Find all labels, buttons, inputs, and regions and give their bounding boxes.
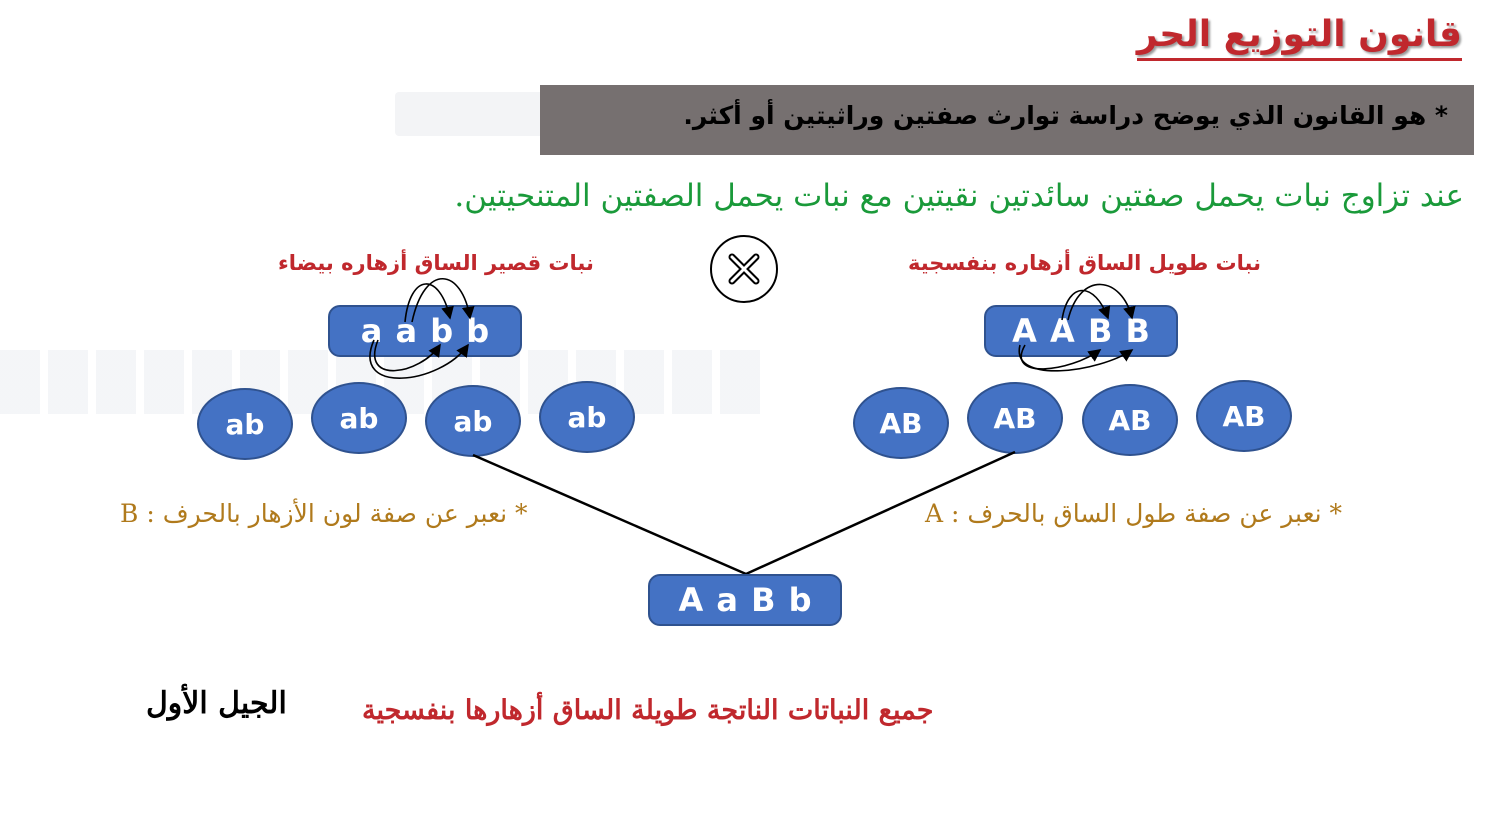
left-gamete: ab <box>197 388 293 460</box>
intro-text: عند تزاوج نبات يحمل صفتين سائدتين نقيتين مع نبات يحمل الصفتين المتنحيتين. <box>454 178 1464 214</box>
right-parent-genotype: A A B B <box>984 305 1178 357</box>
pairing-arrow <box>370 340 468 378</box>
offspring-genotype: A a B b <box>648 574 842 626</box>
left-gamete: ab <box>539 381 635 453</box>
note-color-trait: * نعبر عن صفة لون الأزهار بالحرف : B <box>120 499 528 528</box>
right-gamete: AB <box>1196 380 1292 452</box>
right-gamete: AB <box>853 387 949 459</box>
result-text: جميع النباتات الناتجة طويلة الساق أزهارها بنفسجية <box>362 695 934 726</box>
page-title: قانون التوزيع الحر <box>1137 12 1462 61</box>
right-gamete: AB <box>1082 384 1178 456</box>
note-length-trait: * نعبر عن صفة طول الساق بالحرف : A <box>925 499 1343 528</box>
pairing-arrow <box>405 284 450 322</box>
pairing-arrow <box>1021 345 1100 369</box>
left-gamete: ab <box>311 382 407 454</box>
right-parent-label: نبات طويل الساق أزهاره بنفسجية <box>908 251 1261 275</box>
pairing-arrow <box>375 340 440 371</box>
pairing-arrow <box>1019 345 1132 371</box>
left-gamete: ab <box>425 385 521 457</box>
generation-label: الجيل الأول <box>146 686 287 721</box>
left-parent-genotype: a a b b <box>328 305 522 357</box>
left-parent-label: نبات قصير الساق أزهاره بيضاء <box>278 251 594 275</box>
definition-text: * هو القانون الذي يوضح دراسة توارث صفتين وراثيتين أو أكثر. <box>683 101 1448 130</box>
right-gamete: AB <box>967 382 1063 454</box>
